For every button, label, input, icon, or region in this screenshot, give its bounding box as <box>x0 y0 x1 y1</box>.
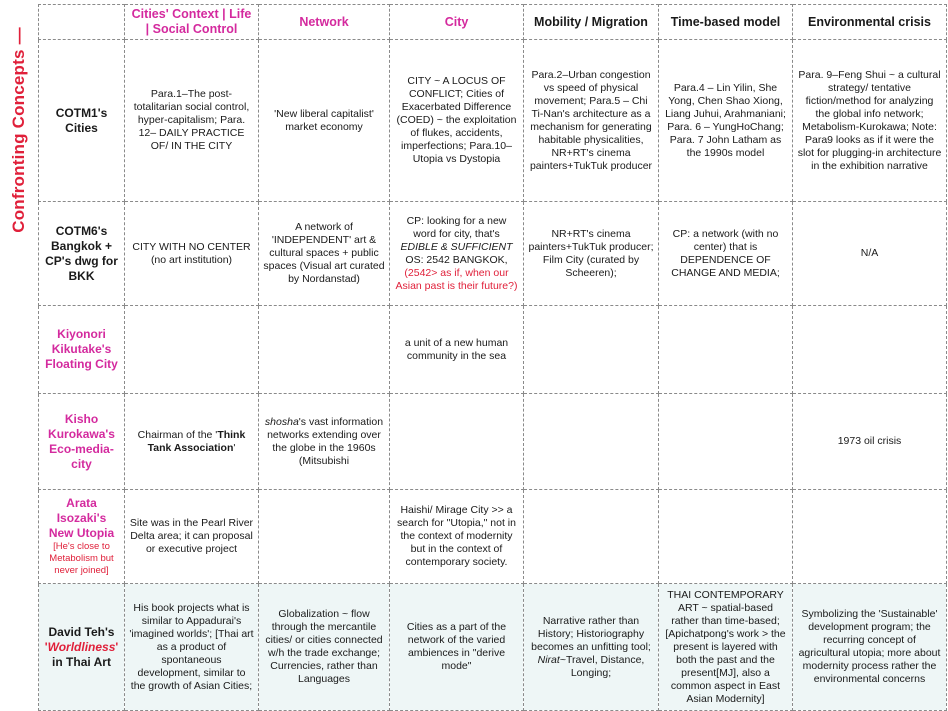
cell-context: CITY WITH NO CENTER (no art institution) <box>125 202 259 306</box>
header-corner <box>39 5 125 40</box>
header-context: Cities' Context | Life | Social Control <box>125 5 259 40</box>
cell-city: a unit of a new human community in the sea <box>390 306 524 394</box>
row-label: Kisho Kurokawa's Eco-media-city <box>39 394 125 490</box>
table-row <box>39 584 947 711</box>
header-time: Time-based model <box>659 5 793 40</box>
cell-network <box>259 490 390 584</box>
row-label-d: in Thai Art <box>52 654 111 669</box>
cell-context: Site was in the Pearl River Delta area; it can proposal or executive project <box>125 490 259 584</box>
cell-city: Cities as a part of the network of the varied ambiences in "derive mode" <box>390 584 524 711</box>
cell-time <box>659 490 793 584</box>
side-title-text: Confronting Concepts — <box>9 27 28 233</box>
table-row <box>39 306 947 394</box>
cell-network: A network of 'INDEPENDENT' art & cultural spaces + public spaces (Visual art curated by Nordanstad) <box>259 202 390 306</box>
cell-time: CP: a network (with no center) that is DEPENDENCE OF CHANGE AND MEDIA; <box>659 202 793 306</box>
cell-context <box>125 306 259 394</box>
side-title <box>0 0 38 711</box>
network-text-b: 's vast information networks extending over the globe in the 1960s (Mitsubishi <box>267 415 384 467</box>
cell-environment: Para. 9–Feng Shui ~ a cultural strategy/ tentative fiction/method for analyzing the global info network; Metabolism-Kurokawa; Note: Para9 looks as if it were the slot for plugging-in architecture in the exhibition narrative <box>793 40 947 202</box>
cell-environment <box>793 490 947 584</box>
city-text-a: CP: looking for a new word for city, that's <box>406 214 507 240</box>
city-text-c: OS: 2542 BANGKOK, <box>405 253 508 266</box>
cell-network <box>259 394 390 490</box>
cell-time: THAI CONTEMPORARY ART ~ spatial-based rather than time-based; [Apichatpong's work > the present is layered with both the past and the present[MJ], also a common aspect in East Asian Modernity] <box>659 584 793 711</box>
mobility-text-a: Narrative rather than History; Historiography becomes an unfitting tool; <box>531 614 651 653</box>
row-label-b: ' <box>44 639 48 654</box>
row-label <box>39 490 125 584</box>
header-row <box>39 5 947 40</box>
table-row <box>39 490 947 584</box>
row-label-world: Worldliness <box>47 639 116 654</box>
row-label: COTM1's Cities <box>39 40 125 202</box>
table-row <box>39 40 947 202</box>
row-label <box>39 584 125 711</box>
cell-mobility: NR+RT's cinema painters+TukTuk producer; Film City (curated by Scheeren); <box>524 202 659 306</box>
cell-network: 'New liberal capitalist' market economy <box>259 40 390 202</box>
cell-environment: 1973 oil crisis <box>793 394 947 490</box>
mobility-text-c: ~Travel, Distance, Longing; <box>559 653 645 679</box>
cell-context: His book projects what is similar to Appadurai's 'imagined worlds'; [Thai art as a product of spontaneous development, similar to the growth of Asian Cities; <box>125 584 259 711</box>
header-environment: Environmental crisis <box>793 5 947 40</box>
cell-context: Para.1–The post-totalitarian social control, hyper-capitalism; Para. 12– DAILY PRACTICE OF/ IN THE CITY <box>125 40 259 202</box>
cell-mobility <box>524 394 659 490</box>
row-label: Kiyonori Kikutake's Floating City <box>39 306 125 394</box>
context-text-b: Think Tank Association <box>147 428 246 454</box>
cell-mobility <box>524 584 659 711</box>
header-mobility: Mobility / Migration <box>524 5 659 40</box>
cell-city <box>390 394 524 490</box>
context-text-a: Chairman of the ' <box>137 428 218 441</box>
city-text-red: (2542> as if, when our Asian past is their future?) <box>395 266 518 292</box>
cell-mobility <box>524 306 659 394</box>
cell-time <box>659 394 793 490</box>
row-label: COTM6's Bangkok + CP's dwg for BKK <box>39 202 125 306</box>
cell-time <box>659 306 793 394</box>
cell-city: Haishi/ Mirage City >> a search for "Utopia," not in the context of modernity but in the context of contemporary society. <box>390 490 524 584</box>
cell-time: Para.4 – Lin Yilin, She Yong, Chen Shao Xiong, Liang Juhui, Arahmaniani; Para. 6 – YungHoChang; Para. 7 John Latham as the 1990s model <box>659 40 793 202</box>
table-row <box>39 394 947 490</box>
row-label-c: ' <box>115 639 119 654</box>
cell-city <box>390 202 524 306</box>
cell-city: CITY ~ A LOCUS OF CONFLICT; Cities of Exacerbated Difference (COED) ~ the exploitation of flukes, accidents, imperfections; Para.10–Utopia vs Dystopia <box>390 40 524 202</box>
cell-network: Globalization ~ flow through the mercantile cities/ or cities connected w/h the trade exchange; Currencies, rather than Languages <box>259 584 390 711</box>
table-row <box>39 202 947 306</box>
city-text-b: EDIBLE & SUFFICIENT <box>400 240 513 253</box>
concepts-table <box>38 4 947 711</box>
row-label-a: David Teh's <box>48 624 115 639</box>
cell-mobility <box>524 490 659 584</box>
network-text-a: shosha <box>264 415 299 428</box>
cell-environment: Symbolizing the 'Sustainable' development program; the recurring concept of agricultural utopia; more about modernity process rather the environmental concerns <box>793 584 947 711</box>
mobility-text-b: Nirat <box>537 653 560 666</box>
row-label-text: Arata Isozaki's New Utopia <box>48 496 115 540</box>
cell-environment <box>793 306 947 394</box>
header-city: City <box>390 5 524 40</box>
cell-context <box>125 394 259 490</box>
cell-environment: N/A <box>793 202 947 306</box>
header-network: Network <box>259 5 390 40</box>
context-text-c: ' <box>233 441 236 454</box>
row-label-note: [He's close to Metabolism but never joined] <box>49 541 114 576</box>
cell-network <box>259 306 390 394</box>
cell-mobility: Para.2–Urban congestion vs speed of physical movement; Para.5 – Chi Ti-Nan's architecture as a mechanism for generating habitable physicalities, NR+RT's cinema painters+TukTuk producer <box>524 40 659 202</box>
